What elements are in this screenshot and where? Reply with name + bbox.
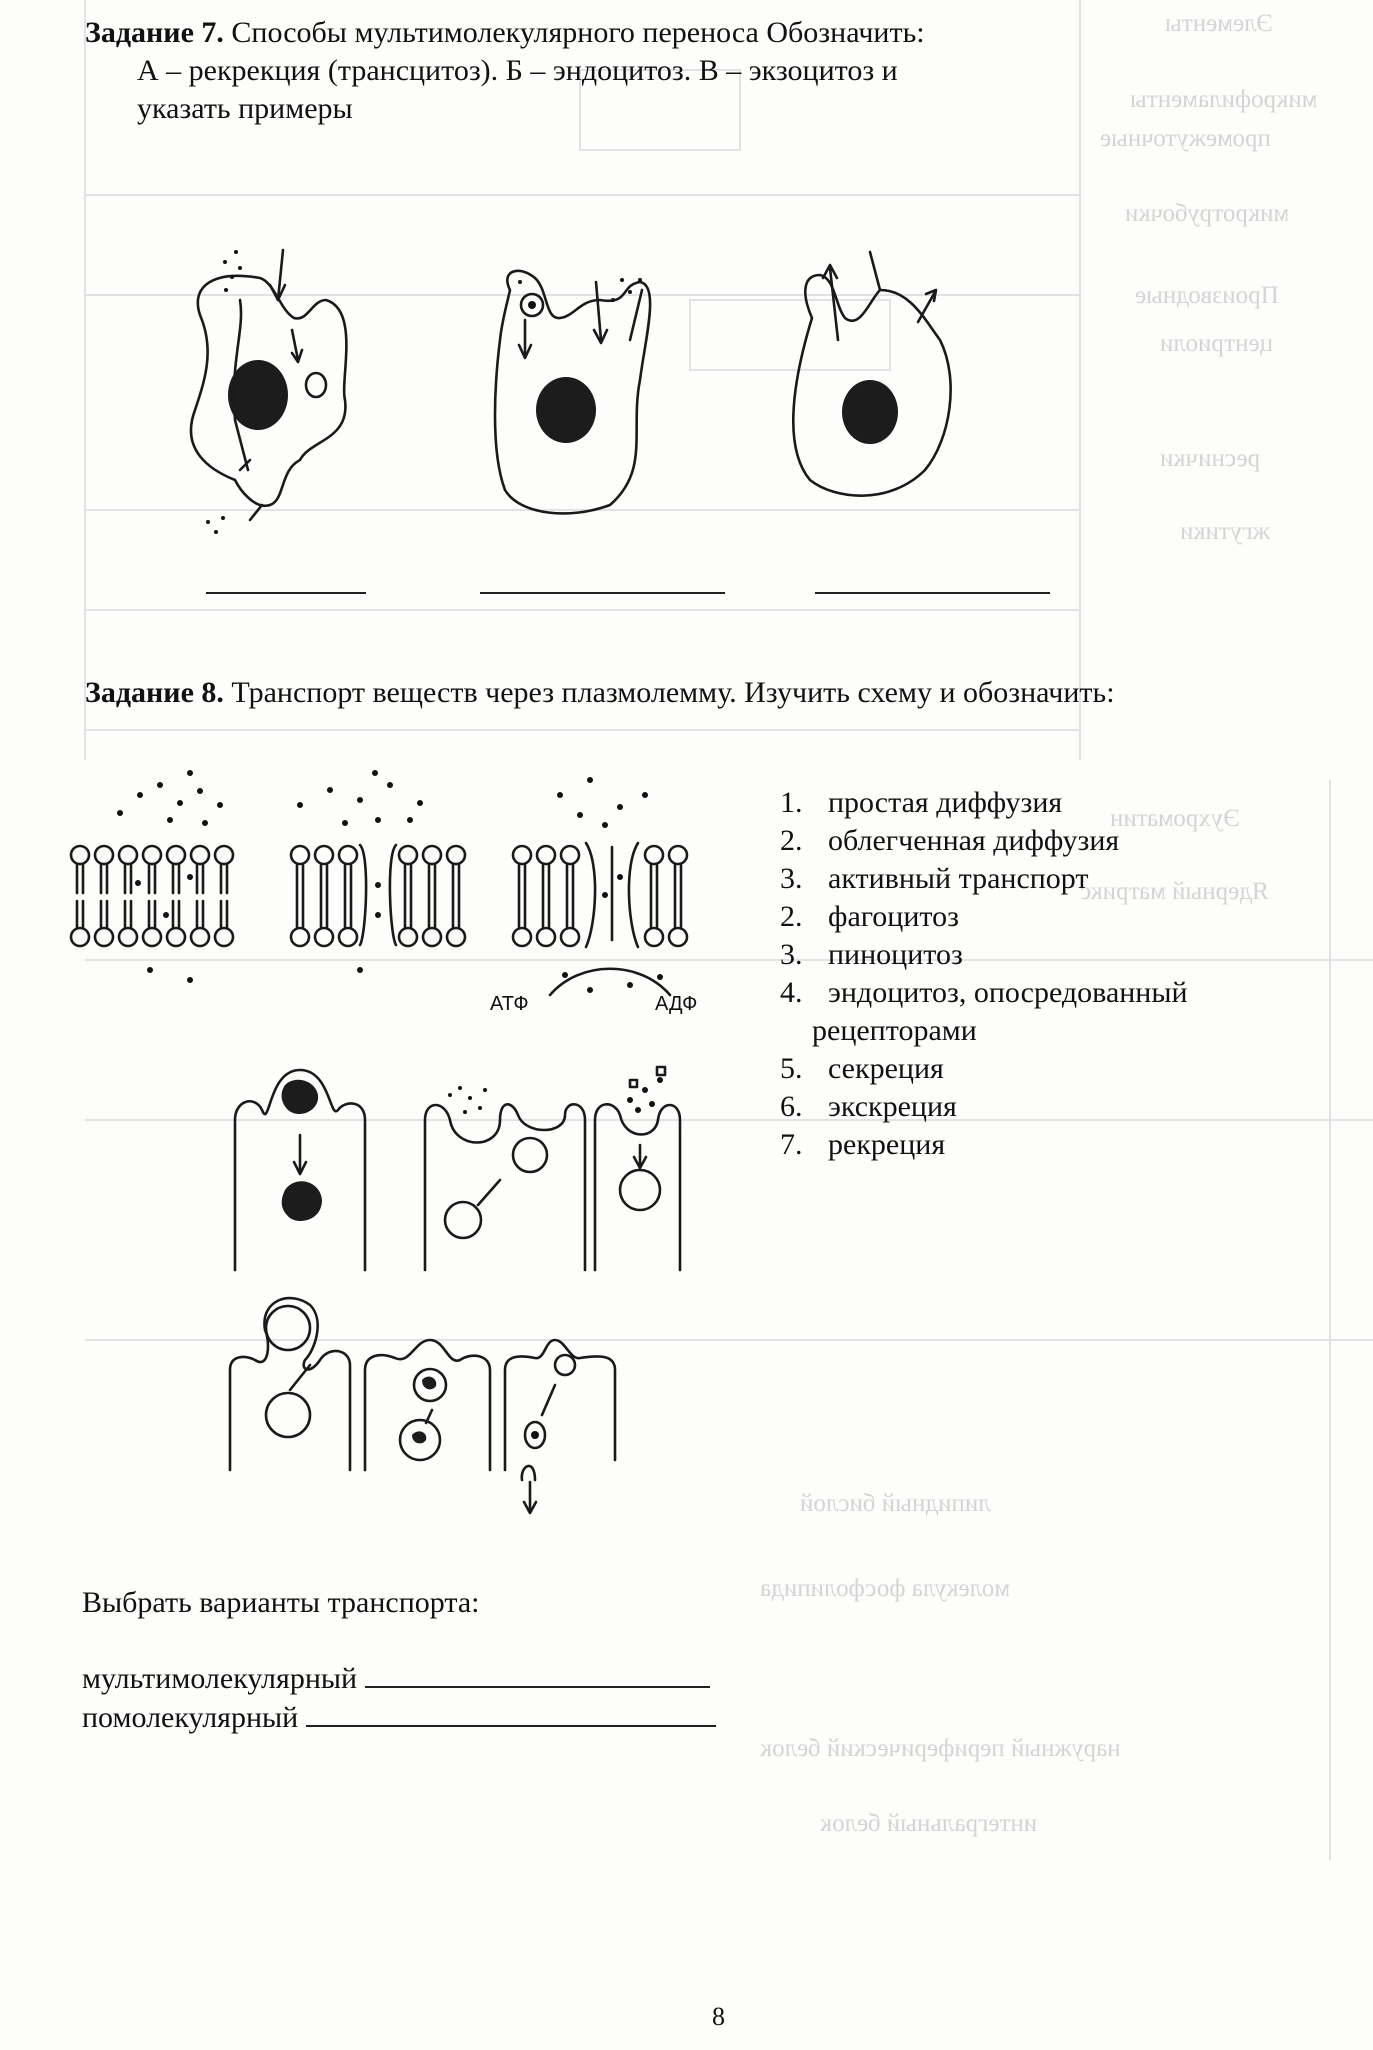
recretion-cell xyxy=(505,1340,615,1513)
secretion-cell xyxy=(230,1298,350,1470)
list-item: 6. экскреция xyxy=(780,1090,957,1123)
list-item: 3. активный транспорт xyxy=(780,862,1089,895)
adp-label: АДФ xyxy=(655,993,698,1015)
list-item: 2. фагоцитоз xyxy=(780,900,959,933)
endocytosis-exocytosis-figure xyxy=(200,1040,760,1490)
mono-label: помолекулярный xyxy=(82,1701,299,1734)
multi-label: мультимолекулярный xyxy=(82,1662,358,1695)
excretion-cell xyxy=(365,1340,490,1470)
answer-blank-b[interactable] xyxy=(480,592,725,594)
task7-text: Способы мультимолекулярного переноса Обозначить: xyxy=(231,16,925,49)
membrane-transport-diagram xyxy=(60,765,760,1025)
task8-heading xyxy=(85,674,1115,712)
facilitated-diffusion-bilayer xyxy=(291,770,465,973)
cell-c-exocytosis xyxy=(793,252,950,496)
task8-title: Задание 8. xyxy=(85,676,224,709)
pinocytosis-cell xyxy=(425,1086,585,1270)
transport-cells-figure xyxy=(0,0,1373,620)
phagocytosis-cell xyxy=(235,1070,365,1270)
task7-line2: А – рекрекция (трансцитоз). Б – эндоцитоз. В – экзоцитоз и xyxy=(137,54,898,87)
task8-text: Транспорт веществ через плазмолемму. Изучить схему и обозначить: xyxy=(231,676,1115,709)
list-item: 5. секреция xyxy=(780,1052,944,1085)
answer-blank-c[interactable] xyxy=(815,592,1050,594)
mono-row xyxy=(82,1699,716,1737)
multi-row xyxy=(82,1660,710,1698)
atp-label: АТФ xyxy=(490,993,529,1015)
cell-b-endocytosis xyxy=(495,271,650,514)
answer-blank-a[interactable] xyxy=(206,592,366,594)
choose-heading: Выбрать варианты транспорта: xyxy=(82,1586,480,1619)
list-item: 7. рекреция xyxy=(780,1128,946,1161)
active-transport-bilayer xyxy=(513,777,687,995)
task7-title: Задание 7. xyxy=(85,16,224,49)
cell-a-transcytosis xyxy=(191,250,346,534)
task7-line3: указать примеры xyxy=(137,92,353,125)
list-item: 4. эндоцитоз, опосредованный xyxy=(780,976,1188,1009)
list-item: 2. облегченная диффузия xyxy=(780,824,1120,857)
list-item: рецепторами xyxy=(812,1014,977,1047)
simple-diffusion-bilayer xyxy=(71,770,233,983)
multi-answer-blank[interactable] xyxy=(365,1664,710,1688)
mono-answer-blank[interactable] xyxy=(306,1703,716,1727)
receptor-endocytosis-cell xyxy=(595,1067,680,1270)
list-item: 1. простая диффузия xyxy=(780,786,1063,819)
list-item: 3. пиноцитоз xyxy=(780,938,963,971)
page-number: 8 xyxy=(712,2002,725,2031)
transport-types-list xyxy=(780,784,1188,1164)
